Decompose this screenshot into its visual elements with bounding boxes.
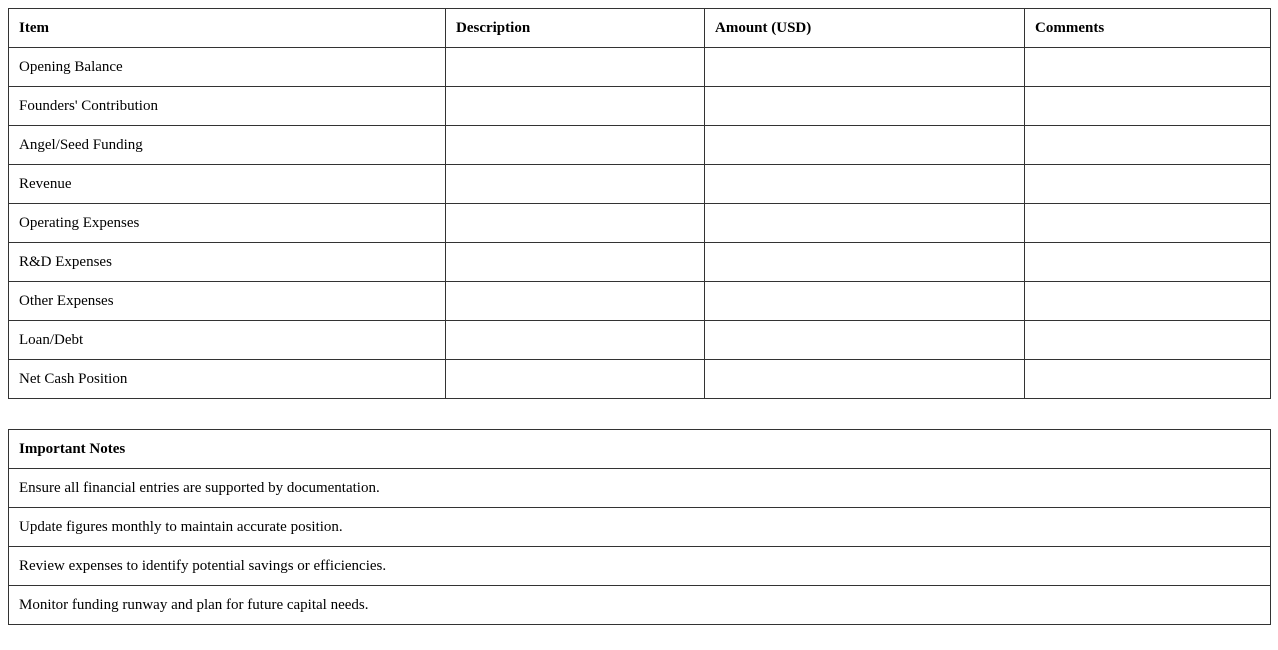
table-row [9, 165, 1271, 204]
cell-description [446, 126, 705, 165]
cell-amount [705, 87, 1025, 126]
cell-amount [705, 282, 1025, 321]
header-item: Item [9, 9, 446, 48]
note-text: Update figures monthly to maintain accurate position. [9, 508, 1271, 547]
cell-amount [705, 360, 1025, 399]
cell-item: Net Cash Position [9, 360, 446, 399]
note-text: Review expenses to identify potential savings or efficiencies. [9, 547, 1271, 586]
cell-comments [1025, 204, 1271, 243]
cell-description [446, 204, 705, 243]
cell-amount [705, 321, 1025, 360]
note-row [9, 508, 1271, 547]
cell-description [446, 360, 705, 399]
cell-comments [1025, 282, 1271, 321]
cell-description [446, 243, 705, 282]
cell-item: Other Expenses [9, 282, 446, 321]
cell-amount [705, 165, 1025, 204]
cell-description [446, 165, 705, 204]
cell-comments [1025, 87, 1271, 126]
table-row [9, 282, 1271, 321]
cell-item: R&D Expenses [9, 243, 446, 282]
table-row [9, 243, 1271, 282]
table-row [9, 204, 1271, 243]
table-row [9, 360, 1271, 399]
cell-description [446, 48, 705, 87]
cell-description [446, 321, 705, 360]
table-row [9, 126, 1271, 165]
cell-comments [1025, 126, 1271, 165]
cell-comments [1025, 48, 1271, 87]
cell-item: Loan/Debt [9, 321, 446, 360]
cell-comments [1025, 243, 1271, 282]
cell-item: Angel/Seed Funding [9, 126, 446, 165]
cell-description [446, 87, 705, 126]
important-notes-table [8, 429, 1271, 625]
cell-description [446, 282, 705, 321]
table-row [9, 48, 1271, 87]
header-comments: Comments [1025, 9, 1271, 48]
notes-header-row [9, 430, 1271, 469]
note-text: Ensure all financial entries are supported by documentation. [9, 469, 1271, 508]
notes-title: Important Notes [9, 430, 1271, 469]
note-row [9, 547, 1271, 586]
cell-amount [705, 126, 1025, 165]
cell-amount [705, 204, 1025, 243]
cell-comments [1025, 165, 1271, 204]
cell-item: Operating Expenses [9, 204, 446, 243]
table-row [9, 321, 1271, 360]
table-header-row [9, 9, 1271, 48]
cell-comments [1025, 321, 1271, 360]
cell-amount [705, 48, 1025, 87]
note-row [9, 469, 1271, 508]
header-amount: Amount (USD) [705, 9, 1025, 48]
header-description: Description [446, 9, 705, 48]
cell-comments [1025, 360, 1271, 399]
cell-item: Revenue [9, 165, 446, 204]
cell-amount [705, 243, 1025, 282]
cash-position-table [8, 8, 1271, 399]
table-row [9, 87, 1271, 126]
note-text: Monitor funding runway and plan for future capital needs. [9, 586, 1271, 625]
note-row [9, 586, 1271, 625]
cell-item: Founders' Contribution [9, 87, 446, 126]
cell-item: Opening Balance [9, 48, 446, 87]
